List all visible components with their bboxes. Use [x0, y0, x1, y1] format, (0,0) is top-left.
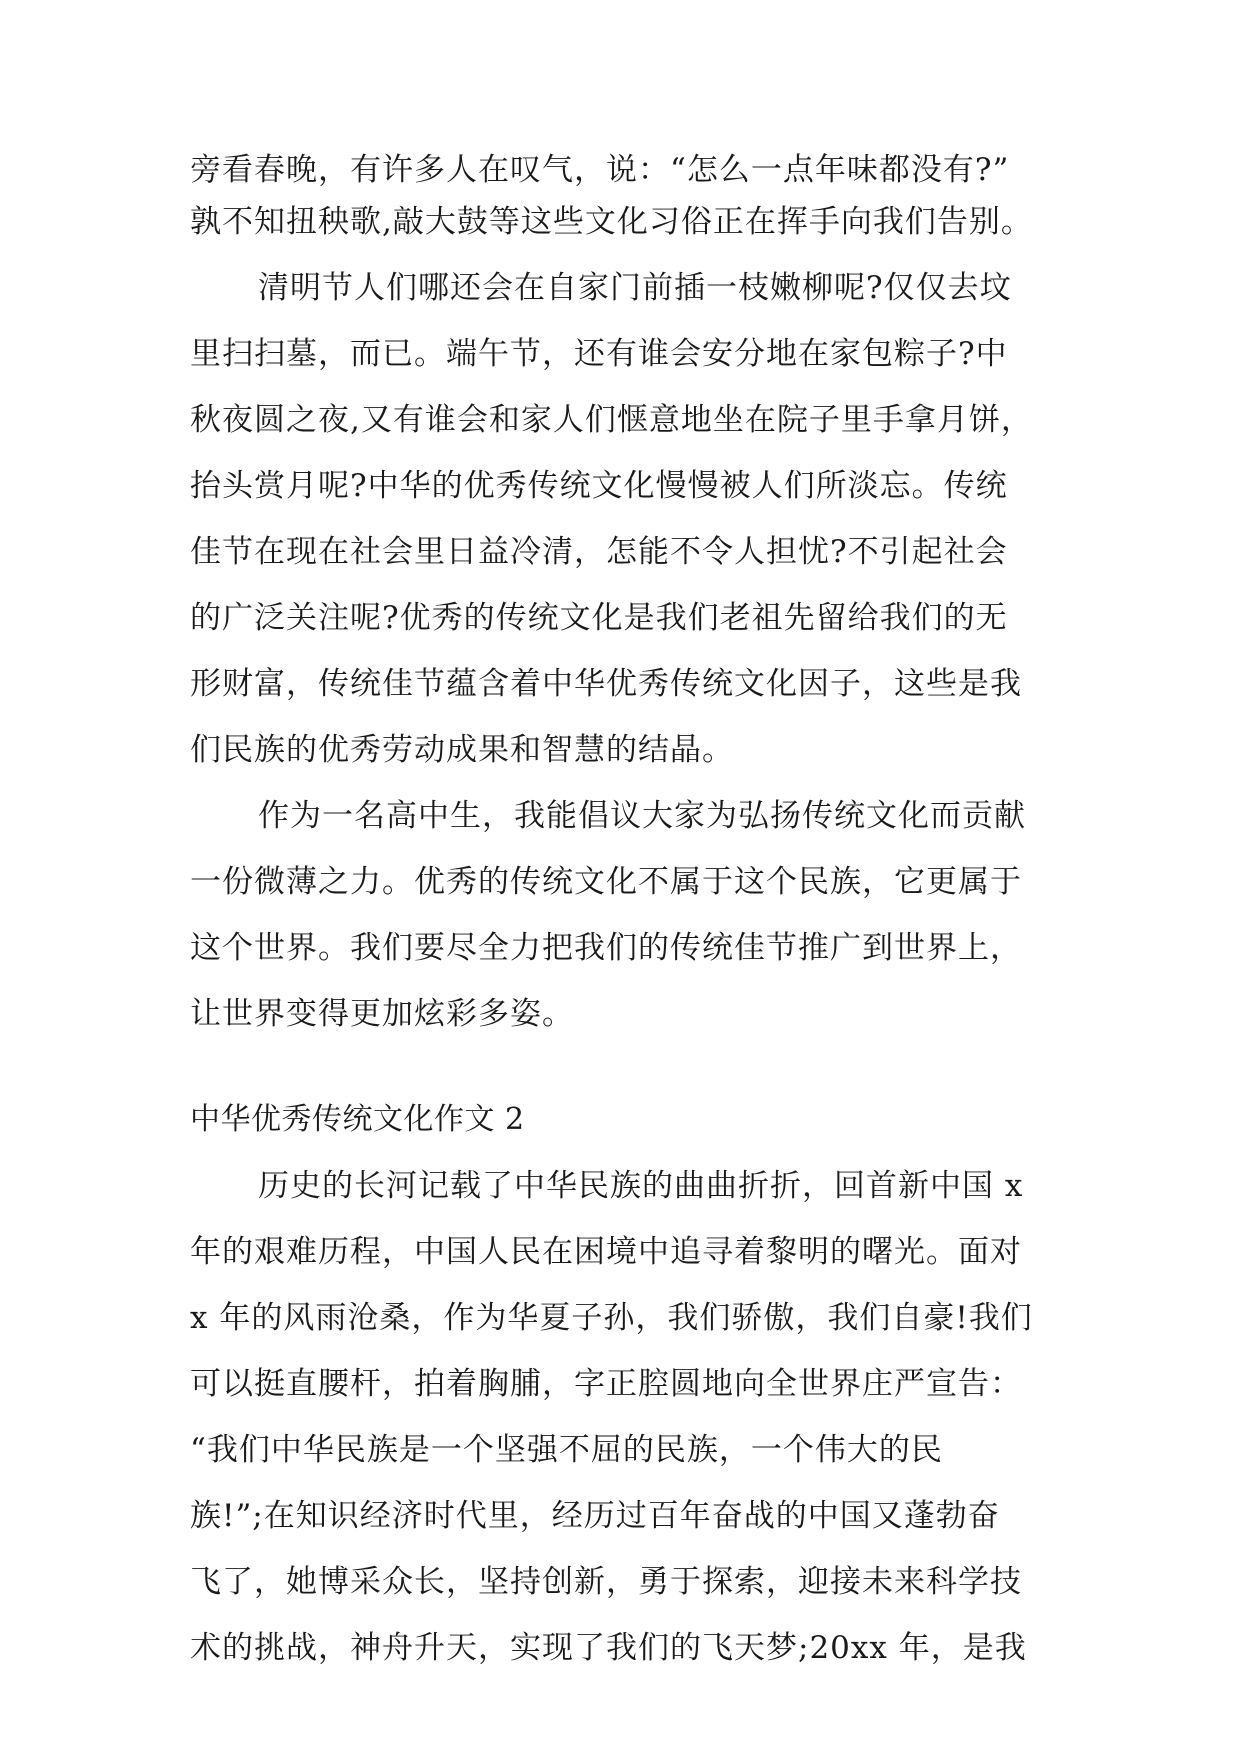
text-line: x 年的风雨沧桑，作为华夏子孙，我们骄傲，我们自豪!我们 [190, 1300, 1033, 1336]
text-line: 族!”;在知识经济时代里，经历过百年奋战的中国又蓬勃奋 [190, 1498, 1000, 1534]
text-line: 术的挑战，神舟升天，实现了我们的飞天梦;20xx 年，是我 [190, 1630, 1027, 1666]
text-line: 可以挺直腰杆，拍着胸脯，字正腔圆地向全世界庄严宣告： [190, 1366, 1022, 1402]
text-line: 飞了，她博采众长，坚持创新，勇于探索，迎接未来科学技 [190, 1564, 1022, 1600]
paragraph-first-line: 历史的长河记载了中华民族的曲曲折折，回首新中国 x [258, 1168, 1024, 1204]
text-line: 秋夜圆之夜,又有谁会和家人们惬意地坐在院子里手拿月饼， [190, 402, 1033, 438]
text-line: 们民族的优秀劳动成果和智慧的结晶。 [190, 732, 734, 768]
text-line: 让世界变得更加炫彩多姿。 [190, 996, 574, 1032]
text-line: 孰不知扭秧歌,敲大鼓等这些文化习俗正在挥手向我们告别。 [190, 204, 1033, 240]
text-line: 抬头赏月呢?中华的优秀传统文化慢慢被人们所淡忘。传统 [190, 468, 1008, 504]
text-line: 的广泛关注呢?优秀的传统文化是我们老祖先留给我们的无 [190, 600, 1008, 636]
text-line: 旁看春晚，有许多人在叹气，说：“怎么一点年味都没有?” [190, 152, 1010, 188]
text-line: 里扫扫墓，而已。端午节，还有谁会安分地在家包粽子?中 [190, 336, 1008, 372]
section-heading: 中华优秀传统文化作文 2 [190, 1102, 525, 1137]
text-line: 年的艰难历程，中国人民在困境中追寻着黎明的曙光。面对 [190, 1234, 1022, 1270]
text-line: 佳节在现在社会里日益冷清，怎能不令人担忧?不引起社会 [190, 534, 1008, 570]
text-line: 一份微薄之力。优秀的传统文化不属于这个民族，它更属于 [190, 864, 1022, 900]
text-line: 形财富，传统佳节蕴含着中华优秀传统文化因子，这些是我 [190, 666, 1022, 702]
paragraph-first-line: 清明节人们哪还会在自家门前插一枝嫩柳呢?仅仅去坟 [258, 270, 1012, 306]
paragraph-first-line: 作为一名高中生，我能倡议大家为弘扬传统文化而贡献 [258, 798, 1026, 834]
text-line: “我们中华民族是一个坚强不屈的民族，一个伟大的民 [190, 1432, 943, 1468]
text-line: 这个世界。我们要尽全力把我们的传统佳节推广到世界上， [190, 930, 1022, 966]
